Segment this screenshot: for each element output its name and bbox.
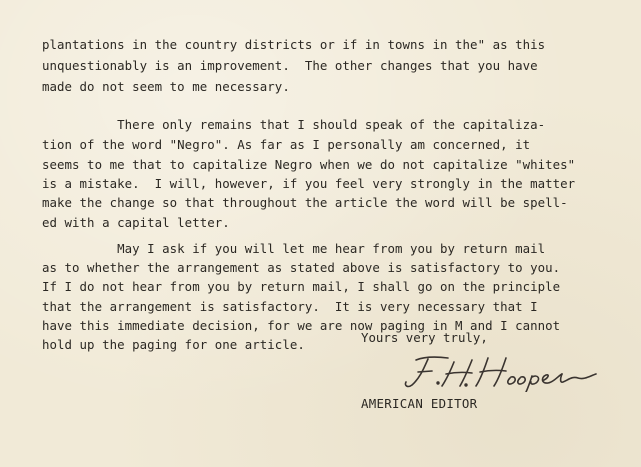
letter-line: as to whether the arrangement as stated above is satisfactory to you. [42, 260, 561, 275]
letter-line: May I ask if you will let me hear from you by return mail [42, 241, 546, 256]
letter-line: seems to me that to capitalize Negro when we do not capitalize "whites" [42, 157, 576, 172]
letter-line: is a mistake. I will, however, if you feel very strongly in the matter [42, 176, 576, 191]
letter-line: make the change so that throughout the article the word will be spell- [42, 195, 568, 210]
letter-line: plantations in the country districts or if in towns in the" as this [42, 37, 546, 52]
letter-line: hold up the paging for one article. [42, 337, 305, 352]
letter-line: tion of the word "Negro". As far as I personally am concerned, it [42, 137, 531, 152]
letter-line: made do not seem to me necessary. [42, 79, 290, 94]
closing-text: Yours very truly, [361, 330, 488, 345]
handwritten-signature [402, 352, 600, 392]
letter-line: If I do not hear from you by return mail, I shall go on the principle [42, 279, 561, 294]
letter-line: ed with a capital letter. [42, 215, 230, 230]
signature-title: AMERICAN EDITOR [361, 396, 478, 411]
letter-line: There only remains that I should speak of the capitaliza- [42, 117, 546, 132]
letter-line: that the arrangement is satisfactory. It is very necessary that I [42, 299, 538, 314]
letter-line: unquestionably is an improvement. The other changes that you have [42, 58, 538, 73]
letter-line: have this immediate decision, for we are now paging in M and I cannot [42, 318, 561, 333]
